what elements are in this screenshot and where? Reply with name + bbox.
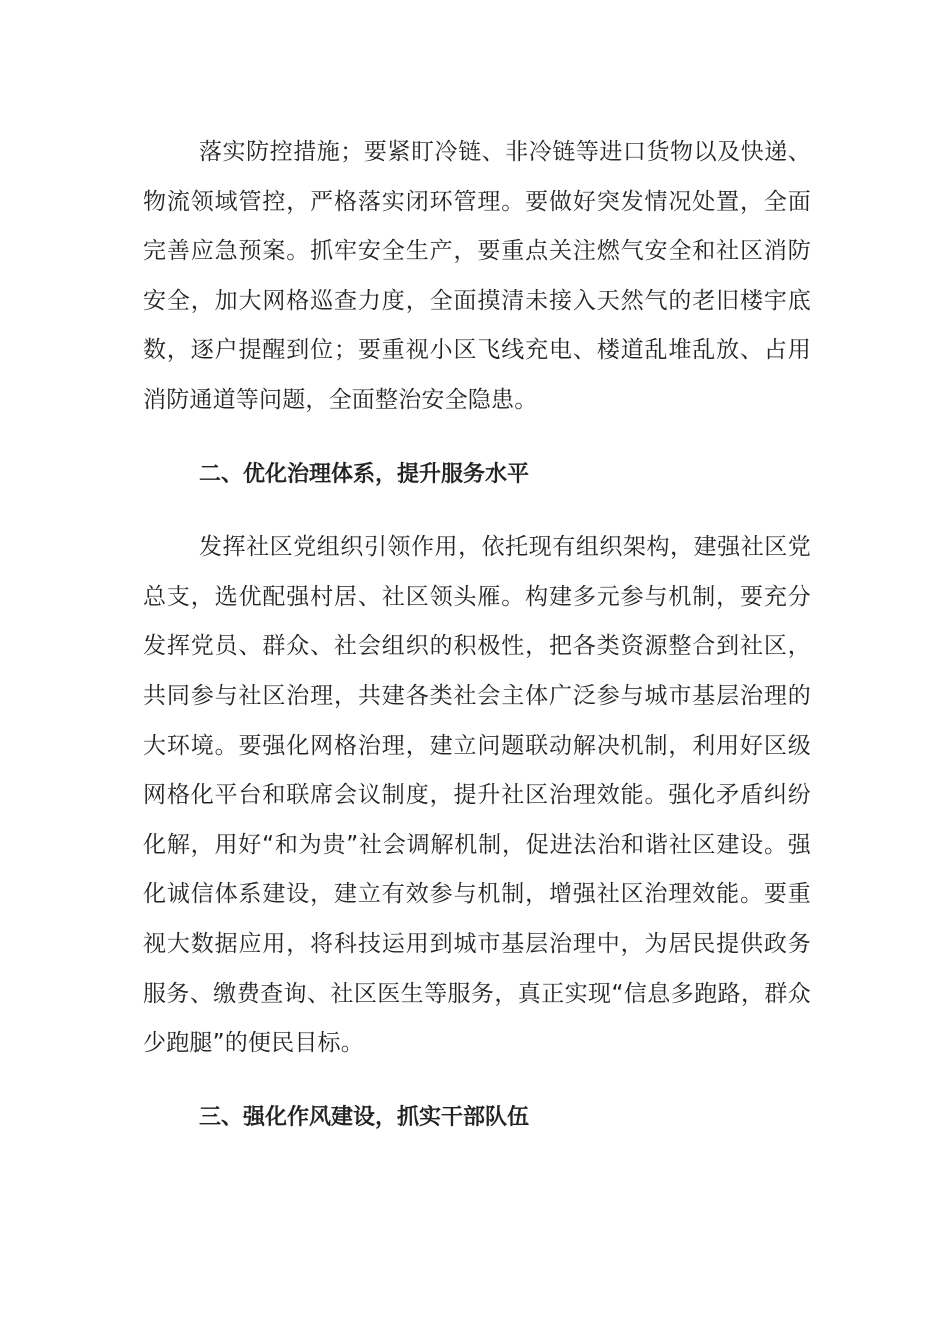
paragraph-spacer bbox=[143, 499, 811, 523]
section-heading-2: 二、优化治理体系，提升服务水平 bbox=[199, 461, 530, 487]
paragraph-spacer bbox=[143, 1069, 811, 1093]
paragraph-governance-system: 发挥社区党组织引领作用，依托现有组织架构，建强社区党总支，选优配强村居、社区领头雁。构建多元参与机制，要充分发挥党员、群众、社会组织的积极性，把各类资源整合到社区，共同参与社区治理，共建各类社会主体广泛参与城市基层治理的大环境。要强化网格治理，建立问题联动解决机制，利用好区级网格化平台和联席会议制度，提升社区治理效能。强化矛盾纠纷化解，用好“和为贵”社会调解机制，促进法治和谐社区建设。强化诚信体系建设，建立有效参与机制，增强社区治理效能。要重视大数据应用，将科技运用到城市基层治理中，为居民提供政务服务、缴费查询、社区医生等服务，真正实现“信息多跑路，群众少跑腿”的便民目标。 bbox=[143, 534, 811, 1057]
paragraph-prevention-measures: 落实防控措施；要紧盯冷链、非冷链等进口货物以及快递、物流领域管控，严格落实闭环管理。要做好突发情况处置，全面完善应急预案。抓牢安全生产，要重点关注燃气安全和社区消防安全，加大网格巡查力度，全面摸清未接入天然气的老旧楼宇底数，逐户提醒到位；要重视小区飞线充电、楼道乱堆乱放、占用消防通道等问题，全面整治安全隐患。 bbox=[143, 139, 811, 413]
section-heading-3: 三、强化作风建设，抓实干部队伍 bbox=[199, 1104, 530, 1130]
document-body bbox=[143, 128, 811, 1142]
paragraph-spacer bbox=[143, 426, 811, 450]
